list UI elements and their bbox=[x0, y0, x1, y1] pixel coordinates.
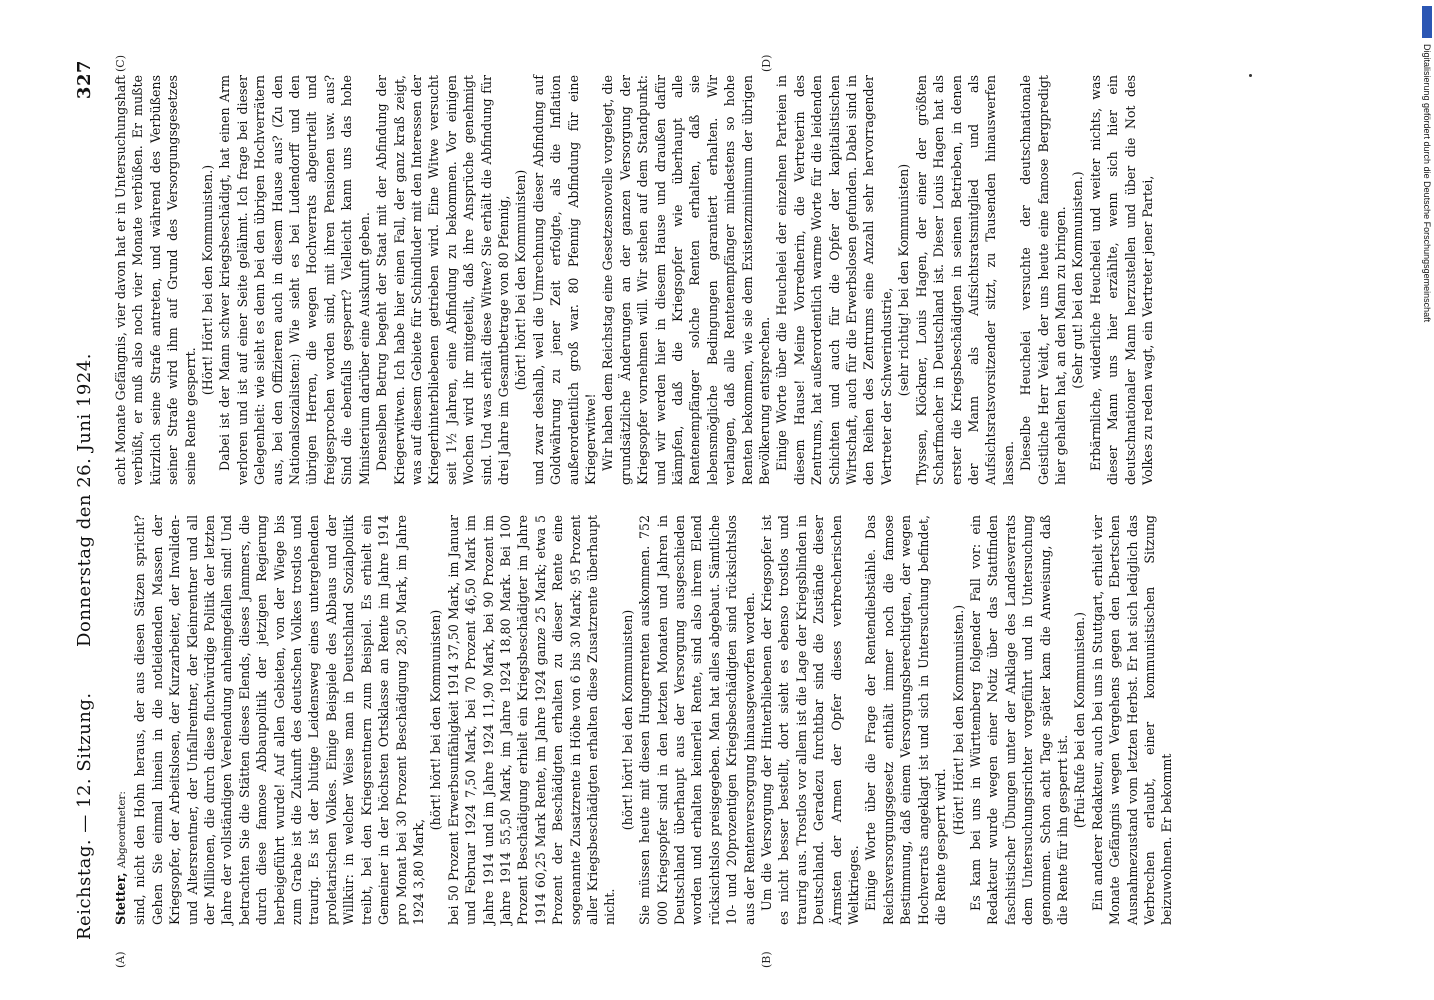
interjection: (Hört! Hört! bei den Kommunisten.) bbox=[200, 164, 216, 396]
interjection: (Sehr gut! bei den Kommunisten.) bbox=[1070, 171, 1086, 389]
paragraph: Wir haben dem Reichstag eine Gesetzesnovelle vorgelegt, die grundsätzliche Änderungen an der ganzen Versorgung der Kriegsopfer vornehmen will. Wir stehen auf dem Standpunkt: und wir werden hier in diesem Hause und draußen dafür kämpfen, daß die Kriegsopfer wie überhaupt alle Rentenempfänger solche Renten erhalten, daß sie lebensmögliche Bedingungen garantiert erhalten. Wir verlangen, daß alle Rentenempfänger mindestens so hohe Renten bekommen, wie sie dem Existenzminimum der übrigen Bevölkerung entsprechen. bbox=[600, 75, 773, 485]
paragraph: sind, nicht den Hohn heraus, der aus diesen Sätzen spricht? Gehen Sie einmal hinein in die notleidenden Massen der Kriegsopfer, der Arbeitslosen, der Kurzarbeiter, der Invaliden- und Altersrentner, der Unfallrentner, der Kleinrentner und all der Millionen, die durch diese fluchwürdige Politik der letzten Jahre der vollständigen Verelendung anheimgefallen sind! Und betrachten Sie die Stätten dieses Elends, dieses Jammers, die durch diese famose Abbaupolitik der jetzigen Regierung herbeigeführt wurde! Auf allen Gebieten, von der Wiege bis zum Grabe ist die Zukunft des deutschen Volkes trostlos und traurig. Es ist der blutige Leidensweg eines untergehenden proletarischen Volkes. Einige Beispiele des Abbaus und der Willkür: in welcher Weise man in Deutschland Sozialpolitik treibt, bei den Kriegsrentnern zum Beispiel. Es erhielt ein Gemeiner in der höchsten Ortsklasse an Rente im Jahre 1914 pro Monat bei 30 Prozent Beschädigung 28,50 Mark, im Jahre 1924 3,80 Mark, bbox=[132, 515, 426, 925]
interjection: (Pfui-Rufe bei den Kommunisten.) bbox=[1072, 611, 1088, 829]
paragraph: Ein anderer Redakteur, auch bei uns in Stuttgart, erhielt vier Monate Gefängnis wegen Vergehens gegen den Ebertschen Ausnahmezustand vom letzten Herbst. Er hat sich lediglich das Verbrechen erlaubt, einer kommunistischen Sitzung beizuwohnen. Er bekommt bbox=[1089, 515, 1175, 925]
paragraph: Dabei ist der Mann schwer kriegsbeschädigt, hat einen Arm verloren und ist auf einer Seite gelähmt. Ich frage bei dieser Gelegenheit: wie sieht es denn bei den übrigen Hochverrätern aus, bei den Offizieren auch in diesem Hause aus? (Zu den Nationalsozialisten:) Wie sieht es bei Ludendorff und den übrigen Herren, die wegen Hochverrats abgeurteilt und freigesprochen worden sind, mit ihren Pensionen usw. aus? Sind die ebenfalls gesperrt? Vielleicht kann uns das hohe Ministerium darüber eine Auskunft geben. bbox=[217, 75, 372, 485]
paragraph: Es kam bei uns in Württemberg folgender Fall vor: ein Redakteur wurde wegen einer Notiz über das Stattfinden faschistischer Übungen unter der Anklage des Landesverrats dem Untersuchungsrichter vorgeführt und in Untersuchung genommen. Schon acht Tage später kam die Anweisung, daß die Rente für ihn gesperrt ist. bbox=[967, 515, 1070, 925]
dfg-logo-icon bbox=[1422, 6, 1432, 38]
interjection: (hört! hört! bei den Kommunisten) bbox=[619, 609, 635, 831]
page-header bbox=[70, 60, 104, 940]
speaker-role: Abgeordneter: bbox=[116, 791, 128, 869]
paragraph: Erbärmliche, widerliche Heuchelei und weiter nichts, was dieser Mann uns hier erzählte, wenn sich hier ein deutschnationaler Mann herzustellen und über die Not des Volkes zu reden wagt, ein Vertreter jener Partei, bbox=[1087, 75, 1155, 485]
paragraph: und zwar deshalb, weil die Umrechnung dieser Abfindung auf Goldwährung zu jener Zeit erfolgte, als die Inflation außerordentlich groß war. 80 Pfennig Abfindung für eine Kriegerwitwe! bbox=[530, 75, 598, 485]
paragraph: Einige Worte über die Heuchelei der einzelnen Parteien in diesem Hause! Meine Vorrednerin, die Vertreterin des Zentrums, hat außerordentlich warme Worte für die leidenden Schichten und auch für die Opfer der kapitalistischen Wirtschaft, auch für die Erwerbslosen gefunden. Dabei sind in den Reihen des Zentrums eine Anzahl sehr hervorragender Vertreter der Schwerindustrie, bbox=[774, 75, 894, 485]
interjection: (hört! hört! bei den Kommunisten) bbox=[513, 169, 529, 391]
margin-marker-c: (C) bbox=[114, 55, 127, 72]
margin-marker-b: (B) bbox=[760, 951, 773, 968]
speaker-line bbox=[112, 515, 131, 925]
paragraph: Um die Versorgung der Hinterbliebenen der Kriegsopfer ist es nicht besser bestellt, dort sieht es ebenso trostlos und traurig aus. Trostlos vor allem ist die Lage der Kriegsblinden in Deutschland. Geradezu furchtbar sind die Zustände dieser Ärmsten der Armen der Opfer dieses verbrecherischen Weltkrieges. bbox=[759, 515, 862, 925]
interjection: (sehr richtig! bei den Kommunisten) bbox=[896, 163, 912, 397]
speaker-name: Stetter, bbox=[113, 872, 128, 925]
digitization-credit: Digitalisierung gefördert durch die Deutsche Forschungsgemeinschaft bbox=[1422, 44, 1432, 323]
right-column bbox=[112, 75, 1156, 485]
margin-marker-a: (A) bbox=[114, 951, 127, 968]
paragraph: Dieselbe Heuchelei versuchte der deutschnationale Geistliche Herr Veidt, der uns heute eine famose Bergpredigt hier gehalten hat, an den Mann zu bringen. bbox=[1018, 75, 1068, 485]
paragraph: Thyssen, Klöckner, Louis Hagen, der einer der größten Scharfmacher in Deutschland ist. Dieser Louis Hagen hat als erster die Kriegsbeschädigten in seinen Betrieben, in denen der Mann als Aufsichtsratsmitglied und als Aufsichtsratsvorsitzender sitzt, zu Tausenden hinauswerfen lassen. bbox=[913, 75, 1016, 485]
header-left: Reichstag. — 12. Sitzung. bbox=[74, 692, 95, 940]
paragraph: Denselben Betrug begeht der Staat mit der Abfindung der Kriegerwitwen. Ich habe hier einen Fall, der ganz kraß zeigt, was auf diesem Gebiete für Schindluder mit den Interessen der Kriegerhinterbliebenen getrieben wird. Eine Witwe versucht seit 1½ Jahren, eine Abfindung zu bekommen. Vor einigen Wochen wird ihr mitgeteilt, daß ihre Ansprüche genehmigt sind. Und was erhält diese Witwe? Sie erhält die Abfindung für drei Jahre im Gesamtbetrage von 80 Pfennig, bbox=[374, 75, 511, 485]
left-column bbox=[112, 515, 1176, 925]
paragraph: Einige Worte über die Frage der Rentendiebstähle. Das Reichsversorgungsgesetz enthält immer noch die famose Bestimmung, daß einem Versorgungsberechtigten, der wegen Hochverrats angeklagt ist und sich in Untersuchung befindet, die Rente gesperrt wird. bbox=[863, 515, 949, 925]
interjection: (hört! hört! bei den Kommunisten) bbox=[428, 609, 444, 831]
rotated-page bbox=[70, 50, 1370, 968]
page-number: 327 bbox=[74, 60, 95, 100]
paragraph: bei 50 Prozent Erwerbsunfähigkeit 1914 37,50 Mark, im Januar und Februar 1924 7,50 Mark, bei 70 Prozent 46,50 Mark im Jahre 1914 und im Jahre 1924 11,90 Mark, bei 90 Prozent im Jahre 1914 55,50 Mark, im Jahre 1924 18,80 Mark. Bei 100 Prozent Beschädigung erhielt ein Kriegsbeschädigter im Jahre 1914 60,25 Mark Rente, im Jahre 1924 ganze 25 Mark; etwa 5 Prozent der Beschädigten erhalten zu dieser Rente eine sogenannte Zusatzrente in Höhe von 6 bis 30 Mark; 95 Prozent aller Kriegsbeschädigten erhalten diese Zusatzrente überhaupt nicht. bbox=[445, 515, 618, 925]
paragraph: acht Monate Gefängnis, vier davon hat er in Untersuchungshaft verbüßt, er muß also noch vier Monate verbüßen. Er mußte kürzlich seine Strafe antreten, und während des Verbüßens seiner Strafe wird ihm auf Grund des Versorgungsgesetzes seine Rente gesperrt. bbox=[113, 75, 198, 485]
speck bbox=[1249, 74, 1252, 77]
margin-marker-d: (D) bbox=[760, 54, 773, 72]
interjection: (Hört! Hört! bei den Kommunisten.) bbox=[950, 604, 966, 836]
paragraph: Sie müssen heute mit diesen Hungerrenten auskommen. 752 000 Kriegsopfer sind in den letzten Monaten und Jahren in Deutschland überhaupt aus der Versorgung ausgeschieden worden und erhalten keinerlei Rente, sind also ihrem Elend rücksichtslos preisgegeben. Man hat alles abgebaut. Sämtliche 10- und 20prozentigen Kriegsbeschädigten sind rücksichtslos aus der Rentenversorgung hinausgeworfen worden. bbox=[637, 515, 757, 925]
header-date: Donnerstag den 26. Juni 1924. bbox=[74, 353, 95, 647]
